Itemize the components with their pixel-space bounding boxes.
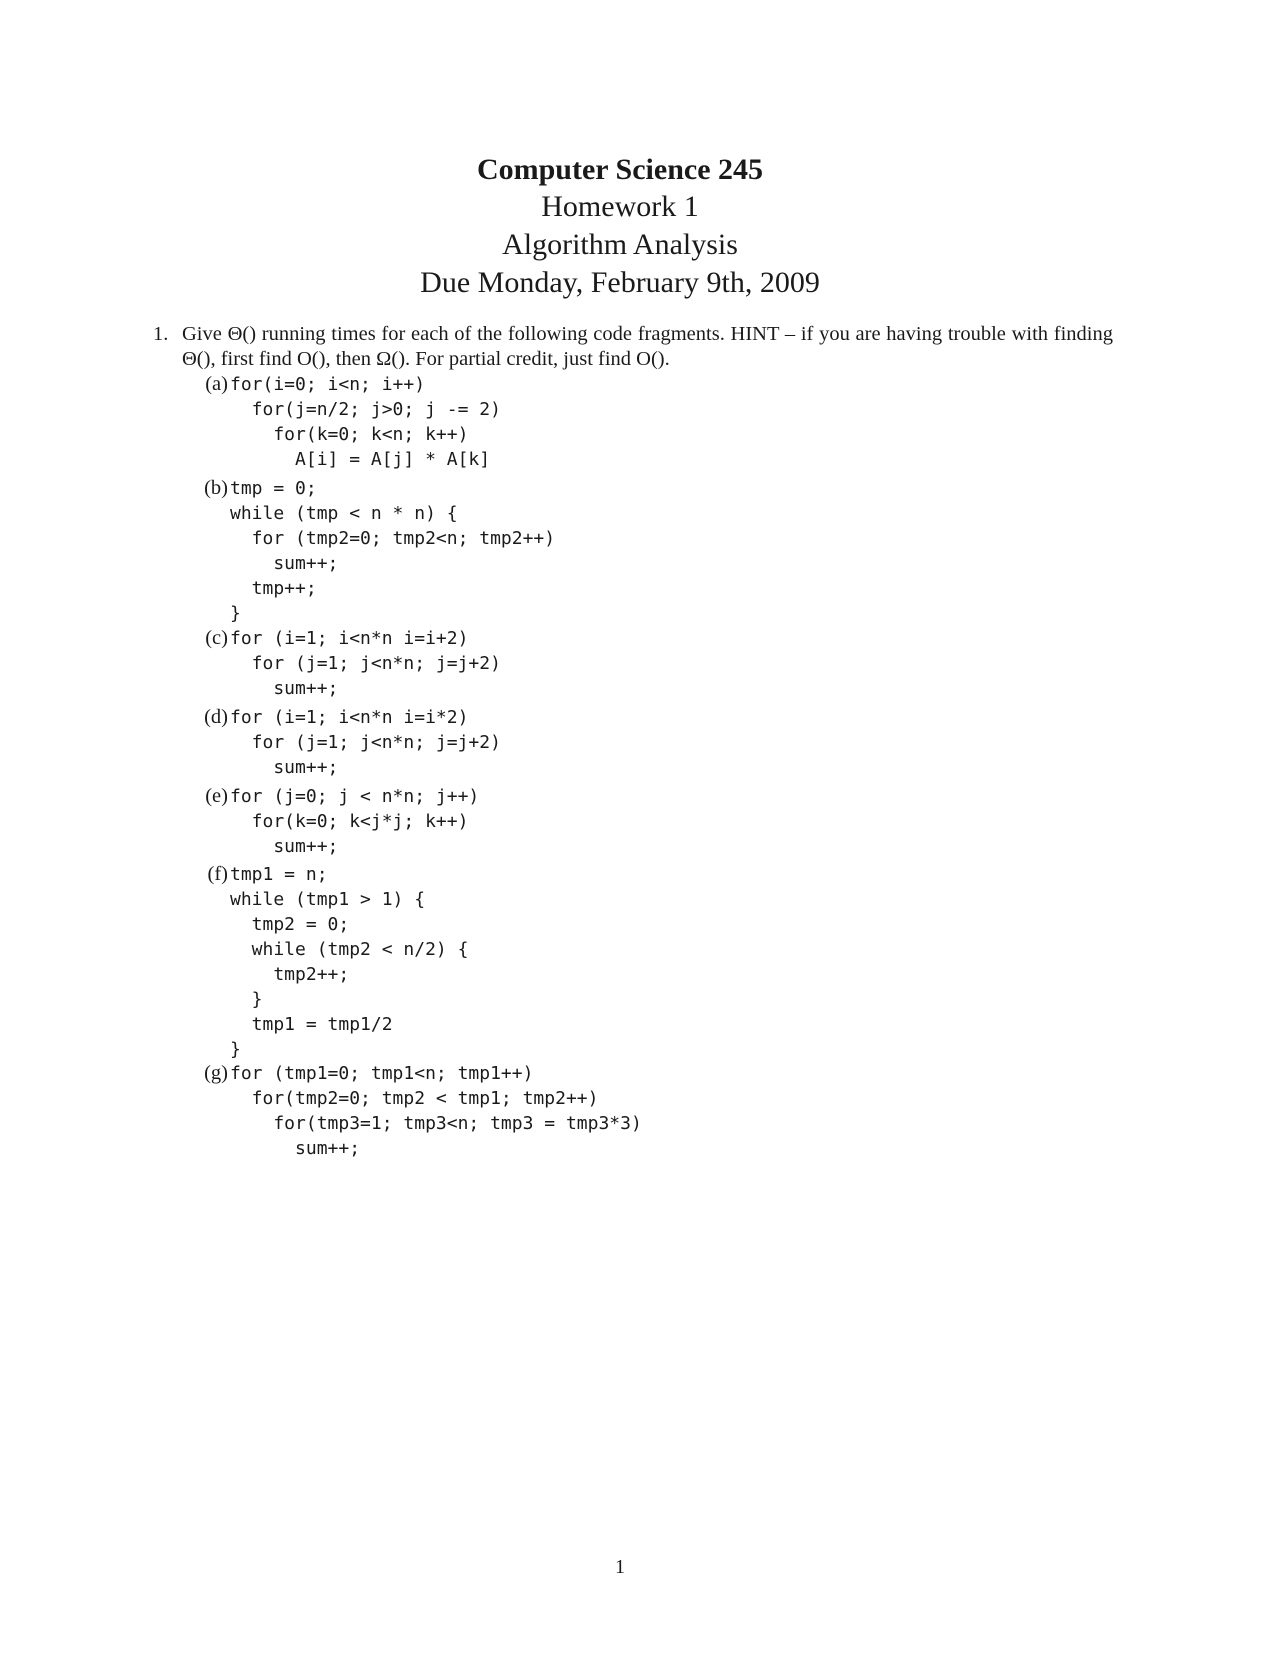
due-date: Due Monday, February 9th, 2009 xyxy=(420,266,820,299)
part-label: (g) xyxy=(204,1062,228,1084)
assignment-title: Homework 1 xyxy=(541,190,699,223)
part-label: (a) xyxy=(205,373,228,395)
part-label: (e) xyxy=(205,785,228,807)
code-fragment: tmp1 = n; while (tmp1 > 1) { tmp2 = 0; while (tmp2 < n/2) { tmp2++; } tmp1 = tmp1/2 } xyxy=(230,864,469,1060)
topic-title: Algorithm Analysis xyxy=(502,228,738,261)
part-label: (b) xyxy=(204,477,228,499)
code-fragment: for (i=1; i<n*n i=i+2) for (j=1; j<n*n; j=j+2) sum++; xyxy=(230,628,501,699)
page-number: 1 xyxy=(615,1556,625,1578)
document-header xyxy=(0,152,1240,302)
code-fragment: tmp = 0; while (tmp < n * n) { for (tmp2=0; tmp2<n; tmp2++) sum++; tmp++; } xyxy=(230,478,556,624)
question-text: Give Θ() running times for each of the following code fragments. HINT – if you are having trouble with finding Θ(), first find O(), then Ω(). For partial credit, just find O(). xyxy=(182,323,1113,370)
code-fragment: for (j=0; j < n*n; j++) for(k=0; k<j*j; k++) sum++; xyxy=(230,786,480,857)
code-fragment: for (tmp1=0; tmp1<n; tmp1++) for(tmp2=0; tmp2 < tmp1; tmp2++) for(tmp3=1; tmp3<n; tmp3 = tmp3*3) sum++; xyxy=(230,1063,642,1159)
course-title: Computer Science 245 xyxy=(476,153,764,186)
code-fragment: for (i=1; i<n*n i=i*2) for (j=1; j<n*n; j=j+2) sum++; xyxy=(230,707,501,778)
question-number: 1. xyxy=(153,323,169,345)
question-1 xyxy=(153,322,1113,372)
part-label: (f) xyxy=(207,863,228,885)
part-label: (c) xyxy=(205,627,228,649)
code-fragment: for(i=0; i<n; i++) for(j=n/2; j>0; j -= 2) for(k=0; k<n; k++) A[i] = A[j] * A[k] xyxy=(230,374,501,470)
part-label: (d) xyxy=(204,706,228,728)
